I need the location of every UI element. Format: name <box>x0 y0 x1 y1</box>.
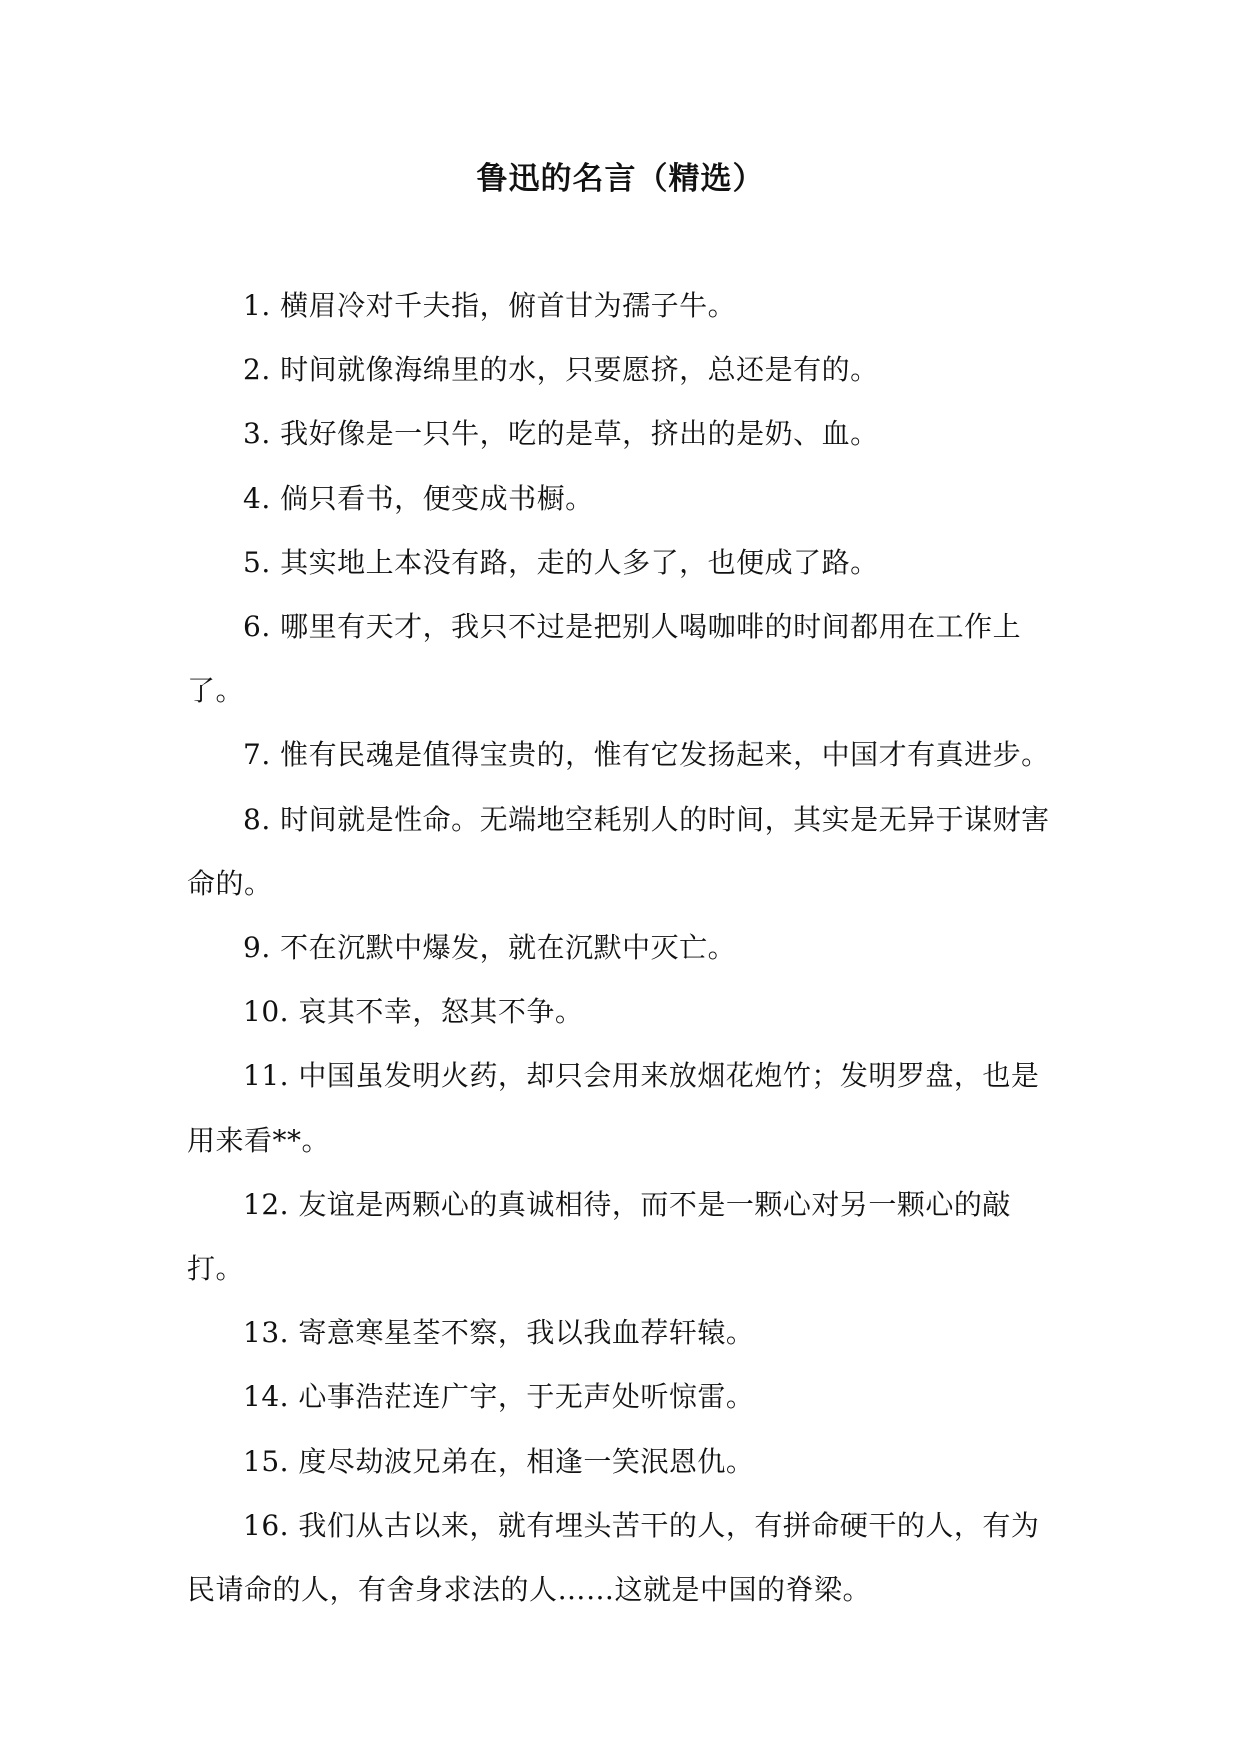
quote-item: 5. 其实地上本没有路，走的人多了，也便成了路。 <box>243 545 879 579</box>
quote-item: 10. 哀其不幸，怒其不争。 <box>243 995 584 1029</box>
quote-item: 2. 时间就像海绵里的水，只要愿挤，总还是有的。 <box>243 353 879 387</box>
quote-item: 9. 不在沉默中爆发，就在沉默中灭亡。 <box>243 931 737 965</box>
page-title: 鲁迅的名言（精选） <box>476 161 765 197</box>
quote-item: 12. 友谊是两颗心的真诚相待，而不是一颗心对另一颗心的敲打。 <box>187 1187 1011 1286</box>
quote-item: 6. 哪里有天才，我只不过是把别人喝咖啡的时间都用在工作上了。 <box>187 610 1022 708</box>
quote-item: 16. 我们从古以来，就有埋头苦干的人，有拼命硬干的人，有为民请命的人，有舍身求法的人……这就是中国的脊梁。 <box>187 1508 1040 1607</box>
quote-item: 4. 倘只看书，便变成书橱。 <box>243 481 594 515</box>
quote-item: 7. 惟有民魂是值得宝贵的，惟有它发扬起来，中国才有真进步。 <box>243 738 1050 772</box>
quote-item: 3. 我好像是一只牛，吃的是草，挤出的是奶、血。 <box>243 417 879 451</box>
quote-item: 1. 横眉冷对千夫指，俯首甘为孺子牛。 <box>243 289 737 322</box>
quote-item: 14. 心事浩茫连广宇，于无声处听惊雷。 <box>243 1380 755 1414</box>
quote-item: 11. 中国虽发明火药，却只会用来放烟花炮竹；发明罗盘，也是用来看**。 <box>187 1059 1040 1157</box>
quote-list <box>187 274 1055 1622</box>
quote-item: 13. 寄意寒星荃不察，我以我血荐轩辕。 <box>243 1316 755 1350</box>
quote-item: 15. 度尽劫波兄弟在，相逢一笑泯恩仇。 <box>243 1444 755 1478</box>
quote-item: 8. 时间就是性命。无端地空耗别人的时间，其实是无异于谋财害命的。 <box>187 802 1050 900</box>
